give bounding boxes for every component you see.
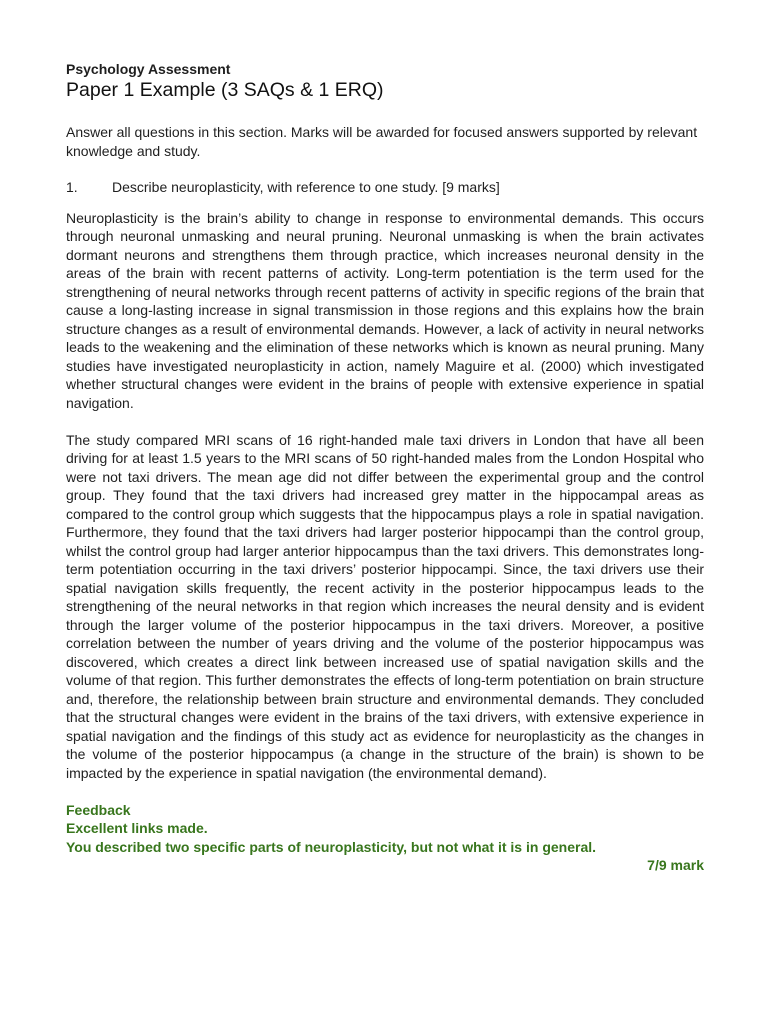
question-number: 1.: [66, 179, 78, 195]
answer-paragraph-1: Neuroplasticity is the brain’s ability to change in response to environmental demands. This occurs through neuronal unmasking and neural pruning. Neuronal unmasking is when the brain activates dormant neurons and strengthens them through practice, which increases neuronal density in the areas of the brain with recent patterns of activity. Long-term potentiation is the term used for the strengthening of neural networks through recent patterns of activity in specific regions of the brain that cause a long-lasting increase in signal transmission in those regions and this explains how the brain structure changes as a result of environmental demands. However, a lack of activity in neural networks leads to the weakening and the elimination of these networks which is known as neural pruning. Many studies have investigated neuroplasticity in action, namely Maguire et al. (2000) which investigated whether structural changes were evident in the brains of people with extensive experience in spatial navigation.: [66, 209, 704, 411]
instructions-text: Answer all questions in this section. Marks will be awarded for focused answers supported by relevant knowledge and study.: [66, 124, 698, 159]
question-item: [66, 178, 704, 197]
answer-paragraph-2: The study compared MRI scans of 16 right-handed male taxi drivers in London that have all been driving for at least 1.5 years to the MRI scans of 50 right-handed males from the London Hospital who were not taxi drivers. The mean age did not differ between the experimental group and the control group. They found that the taxi drivers had increased grey matter in the hippocampal areas as compared to the control group which suggests that the hippocampus plays a role in spatial navigation. Furthermore, they found that the taxi drivers had larger posterior hippocampi than the control group, whilst the control group had larger anterior hippocampus than the taxi drivers. This demonstrates long-term potentiation occurring in the taxi drivers’ posterior hippocampi. Since, the taxi drivers use their spatial navigation skills frequently, the recent activity in the posterior hippocampus leads to the strengthening of the neural networks in that region which increases the neural density and is evident through the larger volume of the posterior hippocampus in the taxi drivers. Moreover, a positive correlation between the number of years driving and the volume of the posterior hippocampus was discovered, which creates a direct link between increased use of spatial navigation skills and the volume of that region. This further demonstrates the effects of long-term potentiation on brain structure and, therefore, the relationship between brain structure and environmental demands. They concluded that the structural changes were evident in the brains of the taxi drivers, with extensive experience in spatial navigation and the findings of this study act as evidence for neuroplasticity as the changes in the volume of the posterior hippocampus (a change in the structure of the brain) is shown to be impacted by the experience in spatial navigation (the environmental demand).: [66, 431, 704, 781]
feedback-line-2: You described two specific parts of neuroplasticity, but not what it is in general.: [66, 838, 597, 855]
page-title: Paper 1 Example (3 SAQs & 1 ERQ): [66, 79, 384, 101]
subject-heading: Psychology Assessment: [66, 61, 231, 77]
question-text: Describe neuroplasticity, with reference to one study. [9 marks]: [112, 179, 500, 195]
document-page: [66, 60, 704, 875]
feedback-section: [66, 801, 704, 875]
feedback-heading: Feedback: [66, 801, 131, 818]
feedback-line-1: Excellent links made.: [66, 820, 208, 836]
score-mark: 7/9 mark: [647, 857, 704, 873]
